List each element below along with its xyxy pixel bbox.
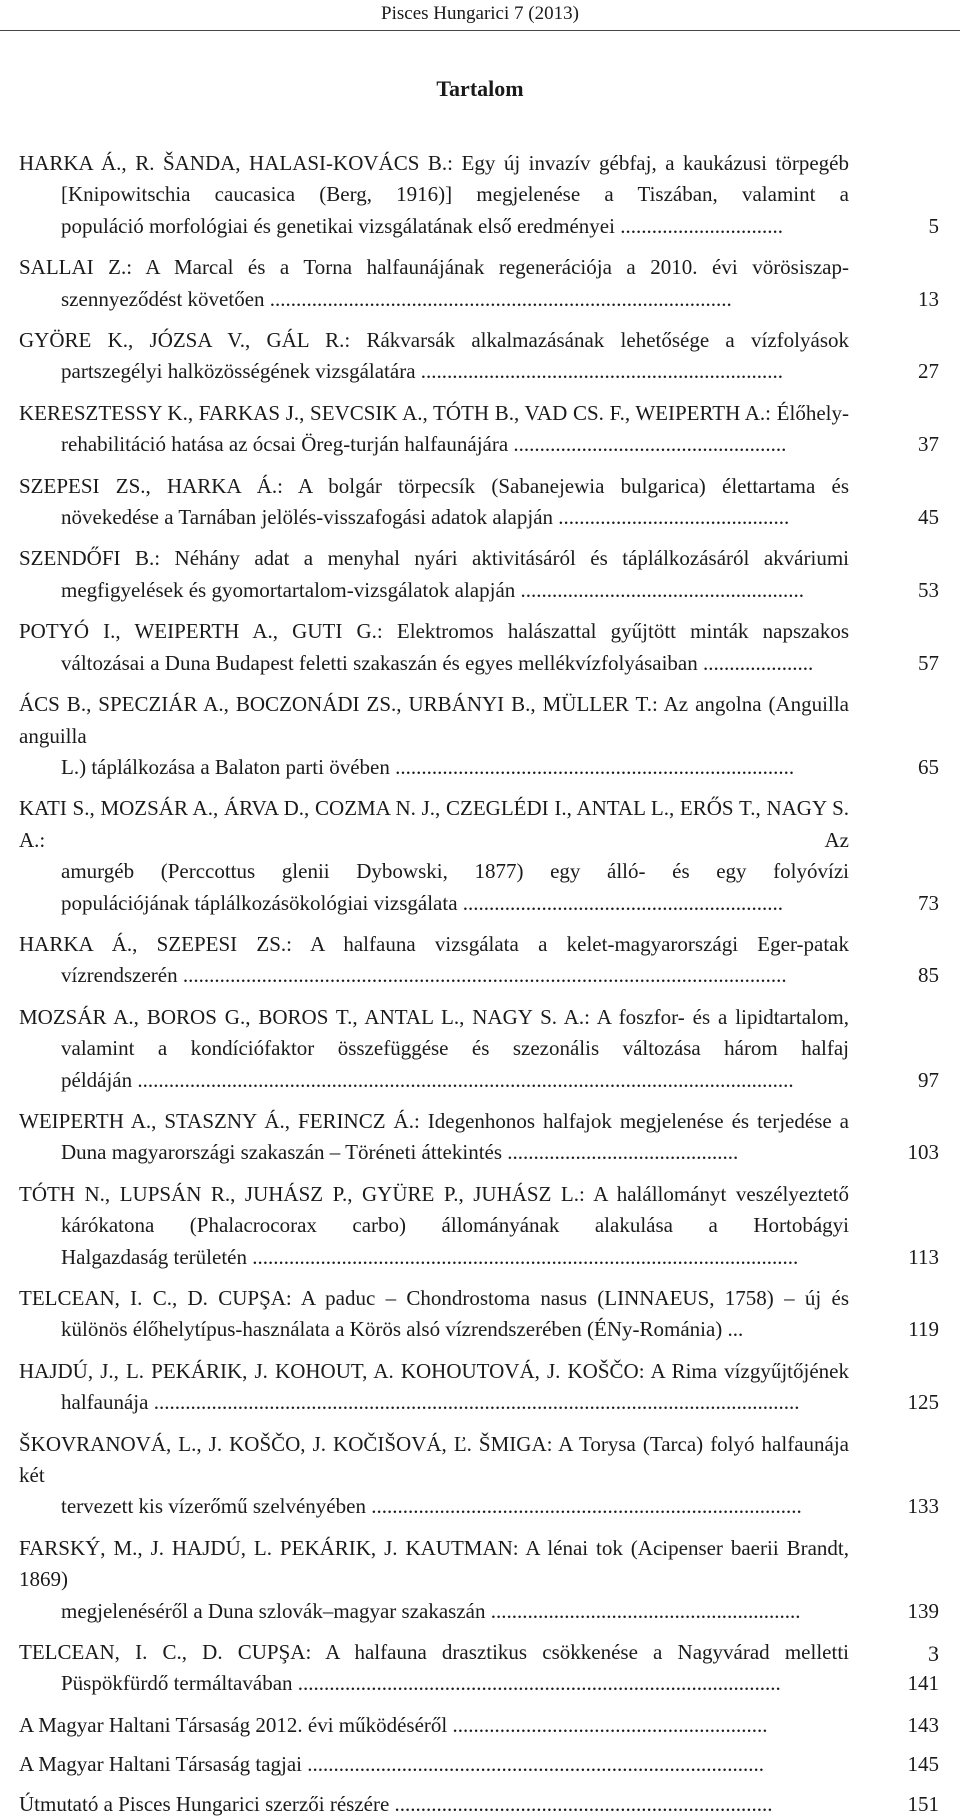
toc-entry-page: 145	[907, 1752, 939, 1777]
toc-entry	[19, 543, 939, 606]
toc-entry-page: 57	[918, 650, 939, 675]
toc-entry-line: FARSKÝ, M., J. HAJDÚ, L. PEKÁRIK, J. KAUTMAN: A lénai tok (Acipenser baerii Brandt, 1869)	[19, 1535, 849, 1592]
toc-entry	[19, 398, 939, 461]
toc-entry	[19, 1749, 939, 1780]
toc-entry-text	[19, 1749, 849, 1780]
toc-entry-line: L.) táplálkozása a Balaton parti övében ............................................................................	[61, 754, 795, 779]
toc-entry	[19, 1637, 939, 1700]
toc-entry-line: partszegélyi halközösségének vizsgálatára .....................................................................	[61, 359, 784, 384]
toc-entry-line: TELCEAN, I. C., D. CUPŞA: A halfauna drasztikus csökkenése a Nagyvárad melletti	[19, 1640, 849, 1665]
toc-entry-text	[19, 1356, 849, 1419]
toc-entry-page: 133	[907, 1494, 939, 1519]
toc-entry-page: 141	[907, 1671, 939, 1696]
toc-entry	[19, 1283, 939, 1346]
toc-entry-page: 113	[908, 1244, 939, 1269]
toc-entry-line: populáció morfológiai és genetikai vizsgálatának első eredményei ...............................	[61, 213, 783, 238]
toc-entry-text	[19, 148, 849, 242]
toc-entry	[19, 1533, 939, 1627]
toc-entry-line: SZENDŐFI B.: Néhány adat a menyhal nyári aktivitásáról és táplálkozásáról akváriumi	[19, 546, 849, 571]
toc-entry-line: SZEPESI ZS., HARKA Á.: A bolgár törpecsík (Sabanejewia bulgarica) élettartama és	[19, 473, 849, 498]
toc-entry-text	[19, 793, 849, 919]
toc-entry-text	[19, 1002, 849, 1096]
toc-entry-text	[19, 929, 849, 992]
toc-entry-text	[19, 689, 849, 783]
toc-entry-line: MOZSÁR A., BOROS G., BOROS T., ANTAL L., NAGY S. A.: A foszfor- és a lipidtartalom,	[19, 1004, 849, 1029]
toc-entry-text	[19, 1789, 849, 1820]
toc-entry-text	[19, 252, 849, 315]
toc-entry-text	[19, 1429, 849, 1523]
toc-entry-text	[19, 1710, 849, 1741]
toc-entry-text	[19, 398, 849, 461]
toc-entry-line: megjelenéséről a Duna szlovák–magyar szakaszán ...........................................................	[61, 1598, 801, 1623]
toc-entry-text	[19, 325, 849, 388]
toc-entry-line: példáján .............................................................................................................................	[61, 1067, 794, 1092]
toc-entry-line: növekedése a Tarnában jelölés-visszafogási adatok alapján ............................................	[61, 505, 790, 530]
toc-entry-page: 119	[908, 1317, 939, 1342]
toc-entry-line: A Magyar Haltani Társaság tagjai .......................................................................................	[19, 1752, 765, 1777]
toc-entry	[19, 325, 939, 388]
toc-entry	[19, 471, 939, 534]
toc-entry	[19, 148, 939, 242]
toc-entry	[19, 689, 939, 783]
toc-entry-page: 65	[918, 754, 939, 779]
toc-entry-text	[19, 1283, 849, 1346]
toc-entry-line: KATI S., MOZSÁR A., ÁRVA D., COZMA N. J., CZEGLÉDI I., ANTAL L., ERŐS T., NAGY S. A.: Az	[19, 796, 849, 852]
toc-entry	[19, 793, 939, 919]
toc-entry-line: valamint a kondíciófaktor összefüggése és szezonális változása három halfaj	[61, 1036, 849, 1061]
toc-entry	[19, 929, 939, 992]
toc-entry-page: 143	[907, 1712, 939, 1737]
toc-entry-line: [Knipowitschia caucasica (Berg, 1916)] megjelenése a Tiszában, valamint a	[61, 182, 849, 207]
toc-entry-line: TÓTH N., LUPSÁN R., JUHÁSZ P., GYÜRE P., JUHÁSZ L.: A halállományt veszélyeztető	[19, 1181, 849, 1206]
toc-entry	[19, 1789, 939, 1820]
toc-entry-line: kárókatona (Phalacrocorax carbo) állományának alakulása a Hortobágyi	[61, 1213, 849, 1238]
toc-entry-line: KERESZTESSY K., FARKAS J., SEVCSIK A., TÓTH B., VAD CS. F., WEIPERTH A.: Élőhely-	[19, 400, 849, 425]
toc-entry-line: ŠKOVRANOVÁ, L., J. KOŠČO, J. KOČIŠOVÁ, Ľ. ŠMIGA: A Torysa (Tarca) folyó halfaunája két	[19, 1431, 849, 1488]
toc-entry-line: vízrendszerén ...................................................................................................................	[61, 963, 787, 988]
toc-entry-line: populációjának táplálkozásökológiai vizsgálata .............................................................	[61, 890, 784, 915]
toc-entry-page: 27	[918, 359, 939, 384]
toc-entry-line: Útmutató a Pisces Hungarici szerzői részére ........................................................................	[19, 1791, 773, 1816]
toc-entry-page: 103	[907, 1140, 939, 1165]
toc-entry-page: 53	[918, 577, 939, 602]
toc-entry	[19, 1106, 939, 1169]
toc-entry-line: HARKA Á., R. ŠANDA, HALASI-KOVÁCS B.: Egy új invazív gébfaj, a kaukázusi törpegéb	[19, 151, 849, 175]
toc-entry-line: POTYÓ I., WEIPERTH A., GUTI G.: Elektromos halászattal gyűjtött minták napszakos	[19, 619, 849, 644]
toc-entry-text	[19, 471, 849, 534]
page-number: 3	[928, 1641, 939, 1666]
table-of-contents	[19, 148, 939, 1820]
toc-entry-line: változásai a Duna Budapest feletti szakaszán és egyes mellékvízfolyásaiban .....................	[61, 650, 814, 675]
toc-entry-page: 13	[918, 286, 939, 311]
toc-entry	[19, 1002, 939, 1096]
toc-entry-page: 139	[907, 1598, 939, 1623]
toc-entry-line: különös élőhelytípus-használata a Körös alsó vízrendszerében (ÉNy-Románia) ...	[61, 1317, 744, 1342]
toc-entry	[19, 1356, 939, 1419]
page-title: Tartalom	[436, 76, 524, 101]
toc-entry	[19, 1429, 939, 1523]
toc-entry-line: Duna magyarországi szakaszán – Töréneti áttekintés ............................................	[61, 1140, 739, 1165]
toc-entry	[19, 1710, 939, 1741]
toc-entry-line: HAJDÚ, J., L. PEKÁRIK, J. KOHOUT, A. KOHOUTOVÁ, J. KOŠČO: A Rima vízgyűjtőjének	[19, 1358, 849, 1383]
toc-entry-line: A Magyar Haltani Társaság 2012. évi működéséről ............................................................	[19, 1712, 768, 1737]
toc-entry-line: Halgazdaság területén ........................................................................................................	[61, 1244, 799, 1269]
toc-entry-page: 73	[918, 890, 939, 915]
toc-entry	[19, 252, 939, 315]
toc-entry-line: TELCEAN, I. C., D. CUPŞA: A paduc – Chondrostoma nasus (LINNAEUS, 1758) – új és	[19, 1286, 849, 1310]
toc-entry-line: SALLAI Z.: A Marcal és a Torna halfaunájának regenerációja a 2010. évi vörösiszap-	[19, 255, 849, 280]
toc-entry-line: HARKA Á., SZEPESI ZS.: A halfauna vizsgálata a kelet-magyarországi Eger-patak	[19, 931, 849, 956]
toc-entry-text	[19, 1533, 849, 1627]
toc-entry-page: 37	[918, 432, 939, 457]
toc-entry-line: amurgéb (Perccottus glenii Dybowski, 1877) egy álló- és egy folyóvízi	[61, 859, 849, 884]
toc-entry	[19, 1179, 939, 1273]
toc-entry-line: ÁCS B., SPECZIÁR A., BOCZONÁDI ZS., URBÁNYI B., MÜLLER T.: Az angolna (Anguilla anguilla	[19, 692, 849, 748]
toc-entry	[19, 616, 939, 679]
toc-entry-line: szennyeződést követően ........................................................................................	[61, 286, 732, 311]
toc-entry-line: GYÖRE K., JÓZSA V., GÁL R.: Rákvarsák alkalmazásának lehetősége a vízfolyások	[19, 328, 849, 353]
toc-entry-line: halfaunája ...........................................................................................................................	[61, 1390, 800, 1415]
toc-entry-text	[19, 1179, 849, 1273]
toc-entry-page: 45	[918, 505, 939, 530]
toc-entry-text	[19, 1106, 849, 1169]
toc-entry-line: megfigyelések és gyomortartalom-vizsgálatok alapján ......................................................	[61, 577, 805, 602]
toc-entry-page: 5	[928, 213, 939, 238]
toc-entry-page: 97	[918, 1067, 939, 1092]
toc-entry-page: 125	[907, 1390, 939, 1415]
toc-entry-line: rehabilitáció hatása az ócsai Öreg-turján halfaunájára ....................................................	[61, 432, 787, 457]
toc-entry-line: tervezett kis vízerőmű szelvényében ..................................................................................	[61, 1494, 802, 1519]
toc-entry-text	[19, 1637, 849, 1700]
toc-entry-text	[19, 543, 849, 606]
toc-entry-page: 151	[907, 1791, 939, 1816]
toc-entry-page: 85	[918, 963, 939, 988]
running-header: Pisces Hungarici 7 (2013)	[0, 0, 960, 31]
toc-entry-text	[19, 616, 849, 679]
toc-entry-line: WEIPERTH A., STASZNY Á., FERINCZ Á.: Idegenhonos halfajok megjelenése és terjedése a	[19, 1108, 849, 1133]
toc-entry-line: Püspökfürdő termáltavában ............................................................................................	[61, 1671, 781, 1696]
